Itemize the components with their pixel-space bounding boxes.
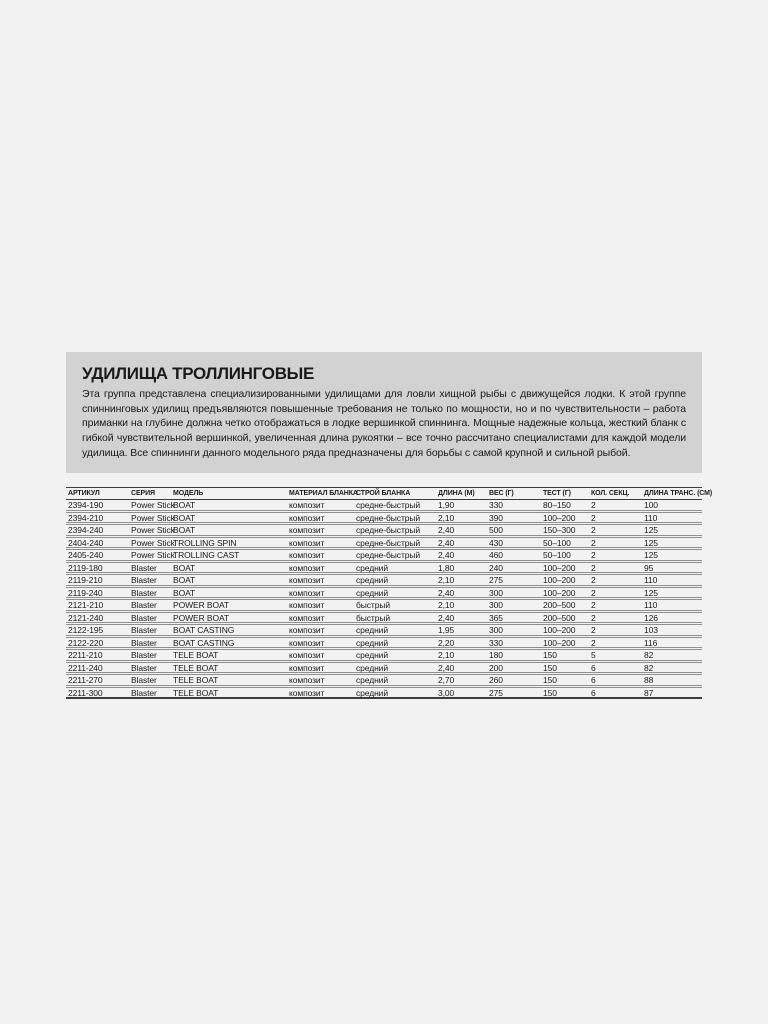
table-cell: 2: [590, 574, 643, 587]
table-cell: композит: [288, 674, 355, 687]
table-cell: средний: [355, 624, 437, 637]
table-cell: 330: [488, 500, 542, 512]
table-cell: 390: [488, 511, 542, 524]
section-description: Эта группа представлена специализированными удилищами для ловли хищной рыбы с движущейся лодки. К этой группе спиннинговых удилищ предъявляются повышенные требования не только по мощности, но и по чувствительности – работа приманки на глубине должна четко отображаться в лодке вершинкой спиннинга. Мощные надежные кольца, жесткий бланк с гибкой чувствительной вершинкой, увеличенная длина рукоятки – все точно рассчитано специалистами для каждой модели удилища. Все спиннинги данного модельного ряда предназначены для борьбы с самой крупной и сильной рыбой.: [82, 388, 686, 459]
table-cell: Blaster: [130, 686, 172, 698]
table-cell: 2: [590, 561, 643, 574]
table-cell: 430: [488, 536, 542, 549]
table-cell: 150–300: [542, 524, 590, 537]
table-cell: 125: [643, 549, 702, 562]
table-cell: композит: [288, 686, 355, 698]
column-header: ДЛИНА (М): [437, 488, 488, 500]
table-cell: 50–100: [542, 549, 590, 562]
table-cell: TELE BOAT: [172, 661, 288, 674]
table-cell: 2: [590, 536, 643, 549]
table-row: [66, 511, 702, 524]
table-cell: 2,40: [437, 586, 488, 599]
table-cell: композит: [288, 500, 355, 512]
table-cell: средний: [355, 649, 437, 662]
table-cell: 1,95: [437, 624, 488, 637]
table-cell: 2,70: [437, 674, 488, 687]
table-cell: 2119-240: [66, 586, 130, 599]
table-cell: средний: [355, 561, 437, 574]
table-cell: 2,40: [437, 549, 488, 562]
table-row: [66, 574, 702, 587]
table-cell: 2211-270: [66, 674, 130, 687]
table-cell: Blaster: [130, 674, 172, 687]
table-cell: 300: [488, 586, 542, 599]
table-cell: POWER BOAT: [172, 599, 288, 612]
table-cell: 300: [488, 624, 542, 637]
table-cell: средне-быстрый: [355, 524, 437, 537]
table-cell: 95: [643, 561, 702, 574]
table-cell: 2394-190: [66, 500, 130, 512]
table-cell: быстрый: [355, 599, 437, 612]
table-cell: 2211-240: [66, 661, 130, 674]
table-row: [66, 500, 702, 512]
table-cell: 116: [643, 636, 702, 649]
table-cell: POWER BOAT: [172, 611, 288, 624]
table-cell: 275: [488, 686, 542, 698]
table-cell: 240: [488, 561, 542, 574]
table-cell: 2: [590, 624, 643, 637]
table-cell: 2211-210: [66, 649, 130, 662]
table-cell: 6: [590, 661, 643, 674]
table-cell: Power Stick: [131, 512, 175, 523]
table-row: [66, 686, 702, 698]
table-cell: 2,10: [437, 649, 488, 662]
table-cell: Power Stick: [131, 500, 175, 510]
table-cell: 2: [590, 524, 643, 537]
table-cell: 1,90: [437, 500, 488, 512]
table-cell: 2,20: [437, 636, 488, 649]
table-cell: 2211-300: [66, 686, 130, 698]
table-cell: композит: [288, 624, 355, 637]
table-cell: 100–200: [542, 586, 590, 599]
table-cell: 100–200: [542, 574, 590, 587]
table-cell: Blaster: [130, 624, 172, 637]
table-cell: 150: [542, 686, 590, 698]
table-cell: 2121-210: [66, 599, 130, 612]
table-cell: 100–200: [542, 561, 590, 574]
table-row: [66, 536, 702, 549]
table-cell: BOAT: [172, 524, 288, 537]
table-cell: Blaster: [130, 574, 172, 587]
table-cell: 2: [590, 586, 643, 599]
table-body: [66, 500, 702, 699]
table-cell: средний: [355, 661, 437, 674]
table-cell: 100–200: [542, 511, 590, 524]
table-cell: 110: [643, 574, 702, 587]
table-cell: 150: [542, 674, 590, 687]
table-row: [66, 586, 702, 599]
table-cell: средне-быстрый: [355, 511, 437, 524]
column-header: МАТЕРИАЛ БЛАНКА: [288, 488, 355, 500]
table-cell: 125: [643, 536, 702, 549]
table-cell: 2404-240: [66, 536, 130, 549]
table-cell: 82: [643, 649, 702, 662]
table-cell: 110: [643, 599, 702, 612]
table-cell: 2394-210: [66, 511, 130, 524]
table-cell: TELE BOAT: [172, 686, 288, 698]
table-cell: 87: [643, 686, 702, 698]
table-cell: Blaster: [130, 649, 172, 662]
table-cell: средний: [355, 574, 437, 587]
column-header: КОЛ. СЕКЦ.: [590, 488, 643, 500]
table-row: [66, 611, 702, 624]
column-header: ТЕСТ (Г): [542, 488, 590, 500]
table-cell: Blaster: [130, 586, 172, 599]
table-cell: TELE BOAT: [172, 674, 288, 687]
table-cell: 2: [590, 549, 643, 562]
table-cell: 2119-180: [66, 561, 130, 574]
table-row: [66, 649, 702, 662]
table-cell: BOAT: [172, 574, 288, 587]
table-cell: BOAT: [172, 561, 288, 574]
column-header: ДЛИНА ТРАНС. (СМ): [643, 488, 702, 500]
table-cell: средний: [355, 636, 437, 649]
table-cell: 500: [488, 524, 542, 537]
table-cell: 2121-240: [66, 611, 130, 624]
table-cell: 2,40: [437, 524, 488, 537]
table-cell: BOAT: [172, 511, 288, 524]
table-cell: 2119-210: [66, 574, 130, 587]
table-cell: 6: [590, 686, 643, 698]
column-header: АРТИКУЛ: [66, 488, 130, 500]
table-cell: 1,80: [437, 561, 488, 574]
table-cell: Power Stick: [131, 550, 175, 560]
table-cell: 330: [488, 636, 542, 649]
table-row: [66, 561, 702, 574]
table-cell: 2: [590, 611, 643, 624]
table-cell: Power Stick: [131, 537, 175, 548]
table-cell: 150: [542, 661, 590, 674]
table-cell: средне-быстрый: [355, 500, 437, 512]
table-cell: композит: [288, 636, 355, 649]
table-cell: средний: [355, 586, 437, 599]
table-cell: средне-быстрый: [355, 536, 437, 549]
table-cell: 2,40: [437, 661, 488, 674]
table-cell: Blaster: [130, 636, 172, 649]
table-cell: 460: [488, 549, 542, 562]
table-cell: 2405-240: [66, 549, 130, 562]
table-cell: 2: [590, 636, 643, 649]
table-cell: 6: [590, 674, 643, 687]
column-header: ВЕС (Г): [488, 488, 542, 500]
table-cell: 5: [590, 649, 643, 662]
table-cell: 126: [643, 611, 702, 624]
table-row: [66, 549, 702, 562]
table-cell: Power Stick: [131, 525, 175, 535]
table-cell: композит: [288, 561, 355, 574]
table-cell: 300: [488, 599, 542, 612]
table-cell: TELE BOAT: [172, 649, 288, 662]
table-cell: 200–500: [542, 611, 590, 624]
table-cell: средний: [355, 674, 437, 687]
table-cell: 2,40: [437, 611, 488, 624]
intro-box: [66, 352, 702, 473]
table-cell: средний: [355, 686, 437, 698]
table-row: [66, 599, 702, 612]
table-cell: 125: [643, 586, 702, 599]
product-spec-table: [66, 487, 713, 699]
table-cell: 80–150: [542, 500, 590, 512]
table-cell: композит: [288, 511, 355, 524]
table-cell: 100: [643, 500, 702, 512]
table-cell: BOAT: [172, 586, 288, 599]
table-cell: 100–200: [542, 624, 590, 637]
table-cell: композит: [288, 524, 355, 537]
table-cell: 2: [590, 500, 643, 512]
table-cell: 2122-220: [66, 636, 130, 649]
table-cell: композит: [288, 661, 355, 674]
table-cell: Blaster: [130, 599, 172, 612]
table-header-row: [66, 488, 702, 500]
table-cell: BOAT CASTING: [172, 624, 288, 637]
table-cell: 260: [488, 674, 542, 687]
table-cell: композит: [288, 536, 355, 549]
table-cell: 2: [590, 511, 643, 524]
table-cell: 88: [643, 674, 702, 687]
table-cell: 150: [542, 649, 590, 662]
table-cell: 180: [488, 649, 542, 662]
table-cell: композит: [288, 599, 355, 612]
column-header: СЕРИЯ: [130, 488, 172, 500]
table-cell: композит: [288, 611, 355, 624]
section-title: УДИЛИЩА ТРОЛЛИНГОВЫЕ: [82, 364, 315, 383]
table-cell: 2394-240: [66, 524, 130, 537]
table-row: [66, 661, 702, 674]
table-row: [66, 524, 702, 537]
table-cell: средне-быстрый: [355, 549, 437, 562]
table-cell: BOAT CASTING: [172, 636, 288, 649]
table-cell: композит: [288, 549, 355, 562]
table-cell: быстрый: [355, 611, 437, 624]
table-cell: 3,00: [437, 686, 488, 698]
table-cell: 200–500: [542, 599, 590, 612]
table-cell: TROLLING CAST: [172, 549, 288, 562]
table-cell: 2,10: [437, 599, 488, 612]
table-row: [66, 624, 702, 637]
table-cell: Blaster: [130, 561, 172, 574]
column-header: МОДЕЛЬ: [172, 488, 288, 500]
column-header: СТРОЙ БЛАНКА: [355, 488, 437, 500]
table-cell: 110: [643, 511, 702, 524]
table-cell: 125: [643, 524, 702, 537]
table-cell: 200: [488, 661, 542, 674]
table-row: [66, 674, 702, 687]
table-cell: TROLLING SPIN: [172, 536, 288, 549]
table-cell: 2,40: [437, 536, 488, 549]
table-cell: 275: [488, 574, 542, 587]
table-cell: BOAT: [172, 500, 288, 512]
table-cell: композит: [288, 586, 355, 599]
table-cell: композит: [288, 649, 355, 662]
table-cell: 50–100: [542, 536, 590, 549]
table-cell: 2122-195: [66, 624, 130, 637]
table-cell: 103: [643, 624, 702, 637]
table-row: [66, 636, 702, 649]
table-cell: 2: [590, 599, 643, 612]
table-cell: 2,10: [437, 574, 488, 587]
table-cell: Blaster: [130, 611, 172, 624]
table-cell: композит: [288, 574, 355, 587]
table-cell: 2,10: [437, 511, 488, 524]
table-cell: 365: [488, 611, 542, 624]
table-cell: Blaster: [130, 661, 172, 674]
table-cell: 82: [643, 661, 702, 674]
table-cell: 100–200: [542, 636, 590, 649]
